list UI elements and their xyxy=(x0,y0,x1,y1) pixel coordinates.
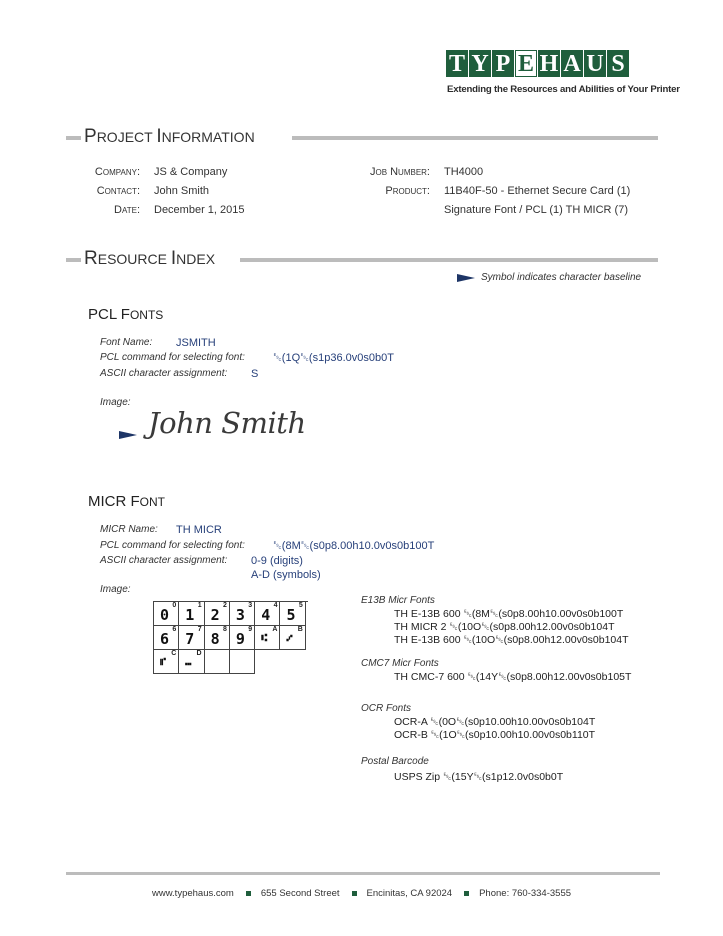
micr-glyph: 2 xyxy=(210,606,220,624)
e13b-line-3: TH E-13B 600 ␛(10O␛(s0p8.00h12.00v0s0b104T xyxy=(394,634,629,646)
job-number-label: Job Number: xyxy=(369,166,430,178)
micr-cell xyxy=(230,650,255,674)
micr-cell xyxy=(280,602,305,626)
micr-name-label: MICR Name: xyxy=(100,524,158,535)
micr-cell xyxy=(179,650,204,674)
contact-label: Contact: xyxy=(96,185,140,197)
micr-name-value: TH MICR xyxy=(176,524,222,536)
micr-glyph: ⑉ xyxy=(185,657,192,668)
bullet-icon xyxy=(246,891,251,896)
baseline-note: Symbol indicates character baseline xyxy=(481,272,642,283)
section-bar-left xyxy=(66,258,81,262)
logo-letter: S xyxy=(607,50,629,77)
image-label: Image: xyxy=(100,397,131,408)
signature-image: John Smith xyxy=(148,406,306,440)
cmc7-heading: CMC7 Micr Fonts xyxy=(361,658,439,669)
ocr-heading: OCR Fonts xyxy=(361,703,412,714)
ocr-line-2: OCR-B ␛(1O␛(s0p10.00h10.00v0s0b110T xyxy=(394,729,596,741)
logo-letter: Y xyxy=(469,50,491,77)
product-value: 11B40F-50 - Ethernet Secure Card (1) xyxy=(444,185,631,197)
section-bar-right xyxy=(292,136,658,140)
micr-glyph: 7 xyxy=(185,630,195,648)
micr-cell-index: 6 xyxy=(172,626,177,633)
section-bar-right xyxy=(240,258,658,262)
pcl-command-value: ␛(1Q␛(s1p36.0v0s0b0T xyxy=(273,352,394,364)
date-value: December 1, 2015 xyxy=(154,204,245,216)
section-bar-left xyxy=(66,136,81,140)
micr-cell xyxy=(255,602,280,626)
logo-letter: A xyxy=(561,50,583,77)
postal-heading: Postal Barcode xyxy=(361,756,429,767)
job-number-value: TH4000 xyxy=(444,166,484,178)
micr-cell xyxy=(280,626,305,650)
footer-phone: Phone: 760-334-3555 xyxy=(479,888,572,899)
company-value: JS & Company xyxy=(154,166,228,178)
micr-cell-index: 3 xyxy=(248,602,253,609)
micr-ascii-label: ASCII character assignment: xyxy=(100,555,228,566)
e13b-line-1: TH E-13B 600 ␛(8M␛(s0p8.00h10.00v0s0b100T xyxy=(394,608,624,620)
product-value-line2: Signature Font / PCL (1) TH MICR (7) xyxy=(444,204,628,216)
postal-line-1: USPS Zip ␛(15Y␛(s1p12.0v0s0b0T xyxy=(394,771,564,783)
micr-cell xyxy=(179,626,204,650)
micr-glyph: 0 xyxy=(160,606,170,624)
micr-image-label: Image: xyxy=(100,584,131,595)
contact-value: John Smith xyxy=(154,185,210,197)
ascii-assignment-value: S xyxy=(251,368,259,380)
logo-letter: E xyxy=(515,50,537,77)
micr-cell xyxy=(230,626,255,650)
micr-cell-index: 4 xyxy=(273,602,278,609)
product-label: Product: xyxy=(385,185,430,197)
typehaus-logo xyxy=(446,50,630,77)
micr-cell-index: 5 xyxy=(298,602,303,609)
baseline-arrow-icon xyxy=(457,274,475,282)
micr-glyph: 4 xyxy=(261,606,271,624)
font-name-label: Font Name: xyxy=(100,337,153,348)
micr-cell-index: A xyxy=(272,626,278,633)
company-label: Company: xyxy=(94,166,140,178)
micr-glyph: 8 xyxy=(210,630,220,648)
micr-glyph: 6 xyxy=(160,630,170,648)
font-name-value: JSMITH xyxy=(176,337,216,349)
micr-cell-index: 0 xyxy=(172,602,177,609)
micr-cell xyxy=(154,626,179,650)
micr-character-grid xyxy=(153,601,308,674)
logo-letter: T xyxy=(446,50,468,77)
micr-cell xyxy=(255,626,280,650)
micr-cell-index: 9 xyxy=(248,626,253,633)
footer-city: Encinitas, CA 92024 xyxy=(366,888,453,899)
bullet-icon xyxy=(464,891,469,896)
micr-cell xyxy=(205,602,230,626)
ascii-assignment-label: ASCII character assignment: xyxy=(100,368,228,379)
tagline: Extending the Resources and Abilities of Your Printer xyxy=(447,84,680,95)
micr-cell-index: B xyxy=(297,626,303,633)
micr-cell-index: C xyxy=(171,650,177,657)
micr-cell xyxy=(205,650,230,674)
micr-cell-index: 2 xyxy=(222,602,227,609)
project-info-title: PROJECT INFORMATION xyxy=(84,126,255,147)
micr-glyph: ⑇ xyxy=(286,633,293,644)
micr-glyph: 9 xyxy=(235,630,245,648)
micr-cell xyxy=(230,602,255,626)
micr-cell-index: 8 xyxy=(222,626,227,633)
micr-glyph: 5 xyxy=(286,606,296,624)
e13b-heading: E13B Micr Fonts xyxy=(361,595,435,606)
logo-letter: H xyxy=(539,50,559,77)
micr-command-value: ␛(8M␛(s0p8.00h10.0v0s0b100T xyxy=(273,540,435,552)
micr-font-title: MICR FONT xyxy=(88,493,166,510)
micr-command-label: PCL command for selecting font: xyxy=(100,540,245,551)
micr-ascii-digits: 0-9 (digits) xyxy=(251,555,303,567)
footer-street: 655 Second Street xyxy=(260,888,340,899)
date-label: Date: xyxy=(114,204,140,216)
logo-letter: P xyxy=(492,50,514,77)
micr-cell xyxy=(154,602,179,626)
footer-website[interactable]: www.typehaus.com xyxy=(151,888,234,899)
ocr-line-1: OCR-A ␛(0O␛(s0p10.00h10.00v0s0b104T xyxy=(394,716,596,728)
footer-divider xyxy=(66,872,660,875)
micr-glyph: 1 xyxy=(185,606,195,624)
footer xyxy=(0,888,723,899)
baseline-arrow-icon xyxy=(119,431,137,439)
cmc7-line-1: TH CMC-7 600 ␛(14Y␛(s0p8.00h12.00v0s0b105T xyxy=(394,671,632,683)
e13b-line-2: TH MICR 2 ␛(10O␛(s0p8.00h12.00v0s0b104T xyxy=(394,621,615,633)
resource-index-title: RESOURCE INDEX xyxy=(84,248,216,269)
micr-glyph: 3 xyxy=(235,606,245,624)
micr-glyph: ⑆ xyxy=(261,633,268,644)
micr-cell xyxy=(179,602,204,626)
micr-cell-index: D xyxy=(196,650,202,657)
pcl-command-label: PCL command for selecting font: xyxy=(100,352,245,363)
micr-glyph: ⑈ xyxy=(160,657,166,668)
bullet-icon xyxy=(352,891,357,896)
micr-cell xyxy=(154,650,179,674)
micr-cell xyxy=(205,626,230,650)
micr-cell-index: 1 xyxy=(197,602,202,609)
micr-ascii-symbols: A-D (symbols) xyxy=(251,569,321,581)
pcl-fonts-title: PCL FONTS xyxy=(88,306,164,323)
micr-cell-index: 7 xyxy=(197,626,202,633)
logo-letter: U xyxy=(584,50,606,77)
